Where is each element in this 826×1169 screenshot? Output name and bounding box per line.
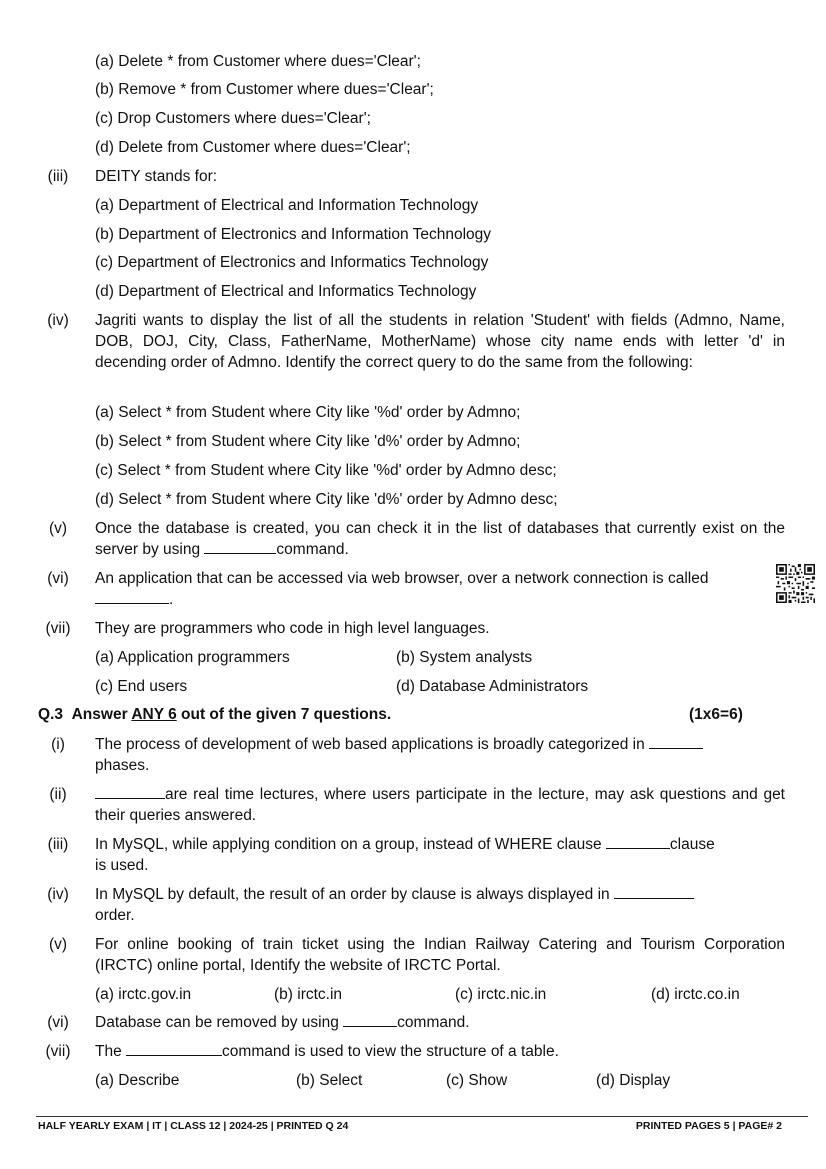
q3-instruction-end: out of the given 7 questions.	[181, 706, 392, 723]
q2-vii-option-a: (a) Application programmers	[95, 649, 290, 666]
q3-v-option-b: (b) irctc.in	[274, 986, 343, 1003]
answer-blank	[606, 835, 670, 849]
q3-marks: (1x6=6)	[689, 706, 743, 723]
q3-iii-question	[95, 834, 715, 855]
q3-i-text-end: phases.	[95, 757, 150, 774]
q3-i-text: The process of development of web based applications is broadly categorized in	[95, 736, 645, 753]
q3-ii-question	[95, 784, 785, 826]
q2-vi-answer-line	[95, 589, 173, 610]
q3-i-question	[95, 734, 785, 755]
answer-blank	[126, 1042, 222, 1056]
q2-iii-option-a: (a) Department of Electrical and Information Technology	[95, 197, 479, 214]
answer-blank	[204, 540, 276, 554]
q2-iii-option-b: (b) Department of Electronics and Information Technology	[95, 226, 492, 243]
q3-iv-text-end: order.	[95, 907, 135, 924]
q3-label: Q.3	[38, 706, 63, 723]
q3-heading	[38, 704, 391, 725]
q3-vii-number: (vii)	[45, 1043, 71, 1060]
q2-iii-option-c: (c) Department of Electronics and Informatics Technology	[95, 254, 489, 271]
q2-vii-option-d: (d) Database Administrators	[396, 678, 589, 695]
q2-iv-number: (iv)	[47, 312, 69, 329]
q2-v-question	[95, 518, 785, 560]
q2-iii-question: DEITY stands for:	[95, 168, 218, 185]
q2-ii-option-b: (b) Remove * from Customer where dues='Clear';	[95, 81, 434, 98]
q2-ii-option-d: (d) Delete from Customer where dues='Clear';	[95, 139, 411, 156]
footer-exam-info: HALF YEARLY EXAM | IT | CLASS 12 | 2024-25 | PRINTED Q 24	[38, 1120, 349, 1132]
q2-iv-option-b: (b) Select * from Student where City like 'd%' order by Admno;	[95, 433, 521, 450]
q3-i-number: (i)	[51, 736, 65, 753]
q3-iii-text-after: clause	[669, 836, 715, 853]
q2-iv-option-c: (c) Select * from Student where City like '%d' order by Admno desc;	[95, 462, 557, 479]
q3-v-option-d: (d) irctc.co.in	[651, 986, 740, 1003]
q3-iv-number: (iv)	[47, 886, 69, 903]
q2-vi-question: An application that can be accessed via web browser, over a network connection is called	[95, 570, 709, 587]
q3-iv-question	[95, 884, 785, 905]
q2-v-text-end: command.	[276, 541, 349, 558]
q3-vi-number: (vi)	[47, 1014, 69, 1031]
q2-ii-option-c: (c) Drop Customers where dues='Clear';	[95, 110, 371, 127]
q3-v-question: For online booking of train ticket using the Indian Railway Catering and Tourism Corporation (IRCTC) online portal, Identify the website of IRCTC Portal.	[95, 936, 785, 974]
answer-blank	[343, 1013, 397, 1027]
q3-vii-option-d: (d) Display	[596, 1072, 671, 1089]
q2-vii-option-c: (c) End users	[95, 678, 188, 695]
q2-iii-number: (iii)	[47, 168, 69, 185]
answer-blank	[95, 590, 169, 604]
q3-vii-text-after: command is used to view the structure of a table.	[222, 1043, 559, 1060]
q3-v-number: (v)	[48, 936, 68, 953]
q3-iv-text: In MySQL by default, the result of an order by clause is always displayed in	[95, 886, 610, 903]
q2-vii-question: They are programmers who code in high level languages.	[95, 620, 490, 637]
q3-v-option-a: (a) irctc.gov.in	[95, 986, 192, 1003]
q3-instruction-start: Answer	[71, 706, 128, 723]
q3-instruction-underlined: ANY 6	[131, 706, 177, 723]
q3-vii-option-c: (c) Show	[446, 1072, 508, 1089]
q3-vii-option-a: (a) Describe	[95, 1072, 180, 1089]
q3-ii-text: are real time lectures, where users participate in the lecture, may ask questions and get their queries answered.	[95, 786, 785, 824]
q3-ii-number: (ii)	[49, 786, 67, 803]
q3-iii-text-end: is used.	[95, 857, 149, 874]
q3-vi-text: Database can be removed by using	[95, 1014, 339, 1031]
answer-blank	[649, 735, 703, 749]
q2-v-number: (v)	[48, 520, 68, 537]
q2-iii-option-d: (d) Department of Electrical and Informatics Technology	[95, 283, 477, 300]
q2-ii-option-a: (a) Delete * from Customer where dues='Clear';	[95, 53, 421, 70]
q2-iv-option-a: (a) Select * from Student where City like '%d' order by Admno;	[95, 404, 521, 421]
q3-iii-text: In MySQL, while applying condition on a group, instead of WHERE clause	[95, 836, 602, 853]
q2-vi-number: (vi)	[47, 570, 69, 587]
qr-code-icon	[776, 564, 815, 603]
q2-v-text: Once the database is created, you can check it in the list of databases that currently exist on the server by using	[95, 520, 785, 558]
q2-vi-period: .	[169, 591, 174, 608]
q3-vi-question	[95, 1012, 470, 1033]
q2-iv-option-d: (d) Select * from Student where City like 'd%' order by Admno desc;	[95, 491, 558, 508]
q3-vi-text-after: command.	[397, 1014, 470, 1031]
q3-v-option-c: (c) irctc.nic.in	[455, 986, 547, 1003]
footer-divider	[36, 1116, 808, 1117]
q3-vii-option-b: (b) Select	[296, 1072, 363, 1089]
q3-vii-question	[95, 1041, 559, 1062]
answer-blank	[95, 785, 165, 799]
q3-iii-number: (iii)	[47, 836, 69, 853]
answer-blank	[614, 885, 694, 899]
q3-vii-text: The	[95, 1043, 122, 1060]
q2-vii-option-b: (b) System analysts	[396, 649, 533, 666]
q2-vii-number: (vii)	[45, 620, 71, 637]
q2-iv-question: Jagriti wants to display the list of all the students in relation 'Student' with fields (Admno, Name, DOB, DOJ, City, Class, FatherName, MotherName) whose city name ends with letter 'd' in decending order of Admno. Identify the correct query to do the same from the following:	[95, 312, 785, 371]
footer-page-info: PRINTED PAGES 5 | PAGE# 2	[635, 1120, 782, 1132]
